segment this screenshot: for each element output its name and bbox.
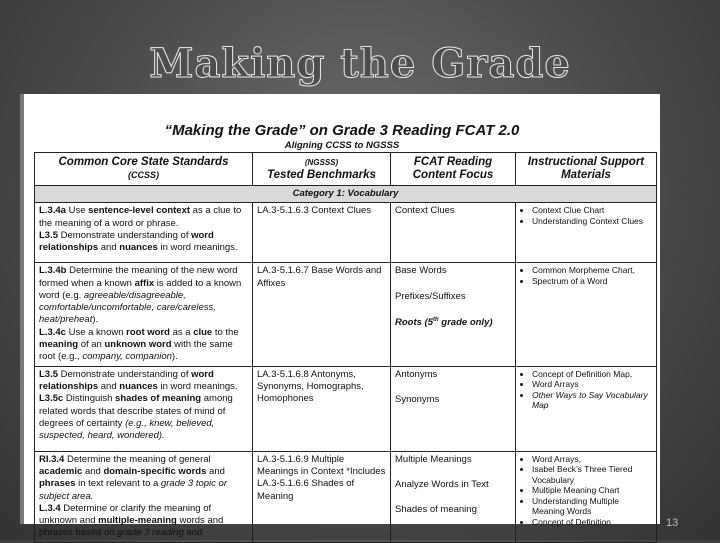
focus-item: Prefixes/Suffixes [395,290,466,302]
material-item: • Spectrum of a Word [532,276,652,287]
header-ccss [35,153,253,186]
category-label: Category 1: Vocabulary [35,186,657,203]
header-ccss-sub: (CCSS) [128,170,159,180]
focus-item: Synonyms [395,393,440,405]
focus-cell [391,451,516,542]
benchmark-cell: LA.3-5.1.6.7 Base Words and Affixes [253,263,391,366]
benchmark-cell: LA.3-5.1.6.8 Antonyms, Synonyms, Homographs, Homophones [253,366,391,451]
material-item: • Understanding Multiple Meaning Words [532,496,652,517]
material-item: • Word Arrays [532,379,652,390]
header-benchmarks-main: Tested Benchmarks [267,169,376,181]
focus-cell [391,366,516,451]
table-row [35,263,657,366]
material-item: • Word Arrays, [532,454,652,465]
header-support-materials: Instructional Support Materials [516,153,657,186]
materials-cell [516,451,657,542]
standard-text: L.3.4b Determine the meaning of the new word formed when a known affix is added to a known word (e.g. agreeable/disagreeable, comfortable/uncomfortable, care/careless, heat/preheat). [39,265,242,326]
document-title: “Making the Grade” on Grade 3 Reading FCAT 2.0 [164,122,520,139]
materials-cell [516,263,657,366]
standard-text: L.3.4c Use a known root word as a clue to the meaning of an unknown word with the same root (e.g., company, companion). [39,326,239,363]
ccss-cell [35,451,253,542]
ccss-cell [35,203,253,263]
focus-item: Multiple Meanings [395,453,472,465]
table-header-row [35,153,657,186]
ccss-cell [35,366,253,451]
focus-item: Base Words [395,265,447,277]
focus-item: Roots (5th grade only) [395,316,493,329]
materials-cell [516,366,657,451]
focus-cell [391,263,516,366]
material-item: • Understanding Context Clues [532,216,652,227]
focus-item: Shades of meaning [395,504,477,516]
standard-text: L3.5 Demonstrate understanding of word relationships and nuances in word meanings. [39,368,238,392]
material-item: • Multiple Meaning Chart [532,485,652,496]
ccss-cell [35,263,253,366]
header-ccss-main: Common Core State Standards [58,156,229,168]
table-row [35,451,657,542]
alignment-table [34,152,657,543]
document-page [24,94,660,539]
focus-item: Analyze Words in Text [395,478,489,490]
standard-text: L.3.4a Use sentence-level context as a clue to the meaning of a word or phrase. [39,205,242,229]
material-item: • Concept of Definition [532,517,652,528]
focus-item: Context Clues [395,205,455,217]
material-item: • Common Morpheme Chart, [532,265,652,276]
materials-cell [516,203,657,263]
standard-text: L.3.4 Determine or clarify the meaning of unknown and multiple-meaning words and phrases based on grade 3 reading and [39,502,224,539]
category-row [35,186,657,203]
standard-text: L3.5c Distinguish shades of meaning among related words that describe states of mind of degrees of certainty (e.g., knew, believed, suspected, heard, wondered). [39,393,233,442]
focus-item: Antonyms [395,368,438,380]
document-subtitle: Aligning CCSS to NGSSS [284,140,400,151]
header-content-focus: FCAT Reading Content Focus [391,153,516,186]
table-row [35,366,657,451]
standard-text: RI.3.4 Determine the meaning of general academic and domain-specific words and phrases in text relevant to a grade 3 topic or subject area. [39,453,227,502]
benchmark-cell: LA.3-5.1.6.3 Context Clues [253,203,391,263]
material-item: • Context Clue Chart [532,205,652,216]
table-row [35,203,657,263]
benchmark-cell: LA.3-5.1.6.9 Multiple Meanings in Context *Includes LA.3-5.1.6.6 Shades of Meaning [253,451,391,542]
slide-title: Making the Grade [149,40,571,87]
material-item: • Concept of Definition Map, [532,369,652,380]
header-ngsss: (NGSSS) [304,158,339,167]
slide-number: 13 [666,517,679,529]
standard-text: L3.5 Demonstrate understanding of word relationships and nuances in word meanings. [39,229,238,254]
focus-cell [391,203,516,263]
material-item: • Isabel Beck’s Three Tiered Vocabulary [532,464,652,485]
header-benchmarks [253,153,391,186]
material-item: • Other Ways to Say Vocabulary Map [532,390,652,411]
